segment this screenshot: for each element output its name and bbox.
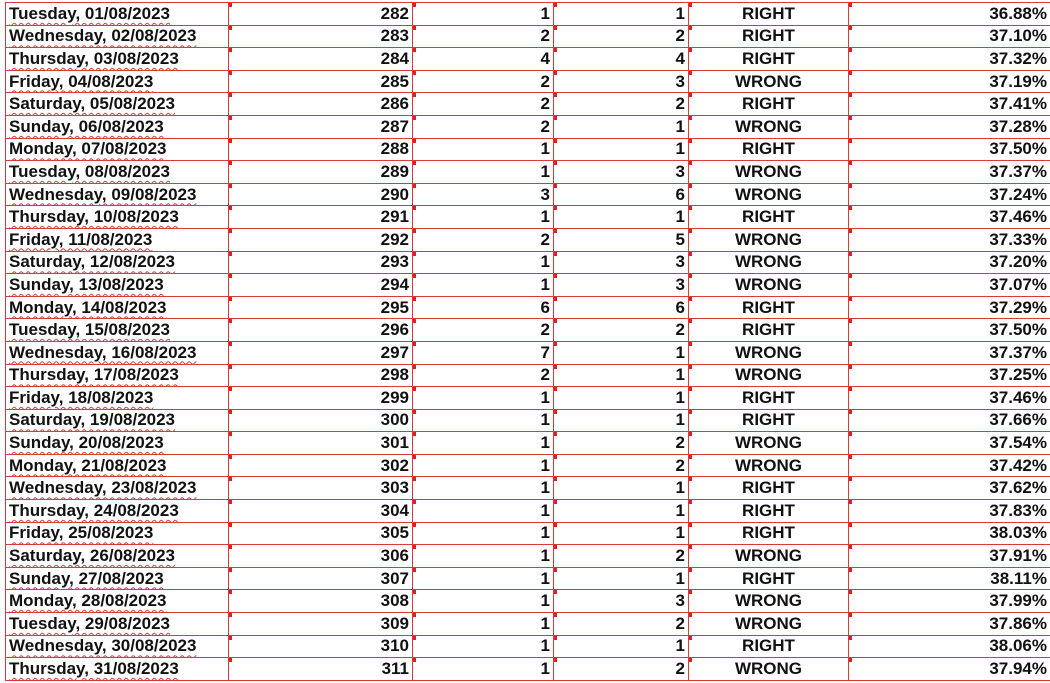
result-cell[interactable]: WRONG	[689, 228, 849, 251]
value-b-cell[interactable]: 1	[554, 500, 689, 523]
date-cell[interactable]	[6, 432, 229, 455]
date-cell[interactable]	[6, 48, 229, 71]
draw-number-cell[interactable]: 291	[229, 206, 413, 229]
value-b-cell[interactable]: 1	[554, 387, 689, 410]
value-b-cell[interactable]: 2	[554, 319, 689, 342]
percentage-cell[interactable]: 38.03%	[849, 522, 1050, 545]
value-b-cell[interactable]: 3	[554, 590, 689, 613]
value-b-cell[interactable]: 2	[554, 545, 689, 568]
draw-number-cell[interactable]: 310	[229, 635, 413, 658]
table-row	[6, 25, 1050, 48]
date-text: Tuesday, 29/08/2023	[9, 613, 170, 633]
date-cell[interactable]	[6, 590, 229, 613]
table-row	[6, 432, 1050, 455]
value-b-cell[interactable]: 1	[554, 409, 689, 432]
value-a-cell[interactable]: 1	[413, 590, 554, 613]
value-b-cell[interactable]: 1	[554, 206, 689, 229]
result-cell[interactable]: WRONG	[689, 364, 849, 387]
result-cell[interactable]: WRONG	[689, 613, 849, 636]
date-text: Wednesday, 09/08/2023	[9, 184, 197, 204]
table-row	[6, 274, 1050, 297]
percentage-cell[interactable]: 37.10%	[849, 25, 1050, 48]
value-b-cell[interactable]: 6	[554, 183, 689, 206]
percentage-cell[interactable]: 37.42%	[849, 454, 1050, 477]
date-cell[interactable]	[6, 115, 229, 138]
table-row	[6, 138, 1050, 161]
date-text: Wednesday, 23/08/2023	[9, 478, 197, 498]
percentage-cell[interactable]: 37.25%	[849, 364, 1050, 387]
result-cell[interactable]: WRONG	[689, 454, 849, 477]
result-cell[interactable]: RIGHT	[689, 319, 849, 342]
draw-number-cell[interactable]: 302	[229, 454, 413, 477]
percentage-cell[interactable]: 37.37%	[849, 341, 1050, 364]
value-b-cell[interactable]: 1	[554, 115, 689, 138]
table-row	[6, 545, 1050, 568]
draw-number-cell[interactable]: 282	[229, 3, 413, 26]
date-text: Wednesday, 30/08/2023	[9, 636, 197, 656]
date-text: Sunday, 27/08/2023	[9, 568, 164, 588]
percentage-cell[interactable]: 37.86%	[849, 613, 1050, 636]
result-cell[interactable]: RIGHT	[689, 206, 849, 229]
table-row	[6, 522, 1050, 545]
table-row	[6, 228, 1050, 251]
percentage-cell[interactable]: 36.88%	[849, 3, 1050, 26]
value-a-cell[interactable]: 6	[413, 296, 554, 319]
draw-number-cell[interactable]: 289	[229, 161, 413, 184]
table-row	[6, 590, 1050, 613]
table-row	[6, 183, 1050, 206]
draw-number-cell[interactable]: 290	[229, 183, 413, 206]
table-row	[6, 319, 1050, 342]
date-cell[interactable]	[6, 161, 229, 184]
result-cell[interactable]: RIGHT	[689, 138, 849, 161]
table-row	[6, 48, 1050, 71]
value-a-cell[interactable]: 1	[413, 138, 554, 161]
date-text: Wednesday, 16/08/2023	[9, 342, 197, 362]
date-cell[interactable]	[6, 545, 229, 568]
result-cell[interactable]: RIGHT	[689, 635, 849, 658]
draw-number-cell[interactable]: 295	[229, 296, 413, 319]
date-cell[interactable]	[6, 522, 229, 545]
percentage-cell[interactable]: 37.33%	[849, 228, 1050, 251]
value-b-cell[interactable]: 3	[554, 161, 689, 184]
value-a-cell[interactable]: 3	[413, 183, 554, 206]
date-text: Sunday, 13/08/2023	[9, 274, 164, 294]
result-cell[interactable]: RIGHT	[689, 477, 849, 500]
date-text: Thursday, 10/08/2023	[9, 207, 179, 227]
value-a-cell[interactable]: 1	[413, 477, 554, 500]
date-cell[interactable]	[6, 206, 229, 229]
result-cell[interactable]: WRONG	[689, 183, 849, 206]
date-text: Monday, 07/08/2023	[9, 139, 167, 159]
value-a-cell[interactable]: 1	[413, 567, 554, 590]
draw-number-cell[interactable]: 309	[229, 613, 413, 636]
result-cell[interactable]: RIGHT	[689, 409, 849, 432]
percentage-cell[interactable]: 37.50%	[849, 319, 1050, 342]
draw-number-cell[interactable]: 298	[229, 364, 413, 387]
result-cell[interactable]: RIGHT	[689, 48, 849, 71]
result-cell[interactable]: RIGHT	[689, 296, 849, 319]
result-cell[interactable]: RIGHT	[689, 93, 849, 116]
value-b-cell[interactable]: 1	[554, 341, 689, 364]
date-text: Thursday, 24/08/2023	[9, 500, 179, 520]
table-row	[6, 364, 1050, 387]
value-a-cell[interactable]: 2	[413, 70, 554, 93]
date-text: Friday, 04/08/2023	[9, 71, 154, 91]
value-a-cell[interactable]: 7	[413, 341, 554, 364]
draw-number-cell[interactable]: 301	[229, 432, 413, 455]
date-text: Sunday, 06/08/2023	[9, 116, 164, 136]
table-row	[6, 341, 1050, 364]
percentage-cell[interactable]: 37.20%	[849, 251, 1050, 274]
value-a-cell[interactable]: 2	[413, 25, 554, 48]
table-row	[6, 93, 1050, 116]
spreadsheet-grid	[5, 2, 1050, 681]
result-cell[interactable]: RIGHT	[689, 387, 849, 410]
percentage-cell[interactable]: 37.91%	[849, 545, 1050, 568]
date-text: Wednesday, 02/08/2023	[9, 26, 197, 46]
percentage-cell[interactable]: 37.37%	[849, 161, 1050, 184]
draw-number-cell[interactable]: 284	[229, 48, 413, 71]
value-a-cell[interactable]: 1	[413, 387, 554, 410]
draw-number-cell[interactable]: 296	[229, 319, 413, 342]
result-cell[interactable]: RIGHT	[689, 522, 849, 545]
value-a-cell[interactable]: 1	[413, 432, 554, 455]
percentage-cell[interactable]: 38.06%	[849, 635, 1050, 658]
result-cell[interactable]: WRONG	[689, 590, 849, 613]
table-row	[6, 454, 1050, 477]
table-row	[6, 115, 1050, 138]
table-row	[6, 567, 1050, 590]
date-cell[interactable]	[6, 613, 229, 636]
date-cell[interactable]	[6, 274, 229, 297]
value-a-cell[interactable]: 2	[413, 115, 554, 138]
draw-number-cell[interactable]: 303	[229, 477, 413, 500]
value-b-cell[interactable]: 2	[554, 454, 689, 477]
date-text: Thursday, 31/08/2023	[9, 659, 179, 679]
draw-number-cell[interactable]: 305	[229, 522, 413, 545]
date-text: Monday, 28/08/2023	[9, 591, 167, 611]
date-cell[interactable]	[6, 387, 229, 410]
table-row	[6, 635, 1050, 658]
result-cell[interactable]: WRONG	[689, 161, 849, 184]
value-b-cell[interactable]: 2	[554, 432, 689, 455]
value-b-cell[interactable]: 1	[554, 567, 689, 590]
date-text: Tuesday, 08/08/2023	[9, 161, 170, 181]
date-cell[interactable]	[6, 138, 229, 161]
date-cell[interactable]	[6, 93, 229, 116]
percentage-cell[interactable]: 37.83%	[849, 500, 1050, 523]
table-row	[6, 296, 1050, 319]
date-cell[interactable]	[6, 364, 229, 387]
date-cell[interactable]	[6, 635, 229, 658]
value-b-cell[interactable]: 1	[554, 138, 689, 161]
draw-number-cell[interactable]: 299	[229, 387, 413, 410]
value-b-cell[interactable]: 3	[554, 274, 689, 297]
value-a-cell[interactable]: 1	[413, 522, 554, 545]
result-cell[interactable]: WRONG	[689, 341, 849, 364]
value-a-cell[interactable]: 2	[413, 364, 554, 387]
draw-number-cell[interactable]: 308	[229, 590, 413, 613]
date-text: Thursday, 17/08/2023	[9, 365, 179, 385]
date-cell[interactable]	[6, 658, 229, 681]
date-text: Saturday, 26/08/2023	[9, 546, 176, 566]
date-cell[interactable]	[6, 500, 229, 523]
value-b-cell[interactable]: 4	[554, 48, 689, 71]
result-cell[interactable]: RIGHT	[689, 25, 849, 48]
value-a-cell[interactable]: 1	[413, 409, 554, 432]
draw-number-cell[interactable]: 283	[229, 25, 413, 48]
result-cell[interactable]: WRONG	[689, 545, 849, 568]
table-row	[6, 161, 1050, 184]
value-a-cell[interactable]: 4	[413, 48, 554, 71]
value-b-cell[interactable]: 1	[554, 522, 689, 545]
date-cell[interactable]	[6, 25, 229, 48]
result-cell[interactable]: WRONG	[689, 274, 849, 297]
date-text: Tuesday, 15/08/2023	[9, 320, 170, 340]
value-b-cell[interactable]: 2	[554, 25, 689, 48]
draw-number-cell[interactable]: 288	[229, 138, 413, 161]
percentage-cell[interactable]: 37.62%	[849, 477, 1050, 500]
table-row	[6, 613, 1050, 636]
draw-number-cell[interactable]: 311	[229, 658, 413, 681]
date-cell[interactable]	[6, 319, 229, 342]
draw-number-cell[interactable]: 294	[229, 274, 413, 297]
table-row	[6, 251, 1050, 274]
value-b-cell[interactable]: 5	[554, 228, 689, 251]
value-a-cell[interactable]: 1	[413, 635, 554, 658]
date-cell[interactable]	[6, 477, 229, 500]
percentage-cell[interactable]: 37.41%	[849, 93, 1050, 116]
percentage-cell[interactable]: 37.07%	[849, 274, 1050, 297]
value-a-cell[interactable]: 2	[413, 93, 554, 116]
percentage-cell[interactable]: 37.99%	[849, 590, 1050, 613]
date-text: Saturday, 19/08/2023	[9, 410, 176, 430]
percentage-cell[interactable]: 37.46%	[849, 206, 1050, 229]
table-row	[6, 3, 1050, 26]
result-cell[interactable]: WRONG	[689, 658, 849, 681]
value-a-cell[interactable]: 1	[413, 454, 554, 477]
value-a-cell[interactable]: 1	[413, 274, 554, 297]
value-a-cell[interactable]: 1	[413, 658, 554, 681]
date-cell[interactable]	[6, 251, 229, 274]
draw-number-cell[interactable]: 293	[229, 251, 413, 274]
table-row	[6, 477, 1050, 500]
value-b-cell[interactable]: 6	[554, 296, 689, 319]
value-b-cell[interactable]: 1	[554, 3, 689, 26]
table-row	[6, 409, 1050, 432]
draw-number-cell[interactable]: 287	[229, 115, 413, 138]
draw-number-cell[interactable]: 300	[229, 409, 413, 432]
value-a-cell[interactable]: 1	[413, 500, 554, 523]
percentage-cell[interactable]: 37.29%	[849, 296, 1050, 319]
value-b-cell[interactable]: 2	[554, 613, 689, 636]
date-text: Saturday, 05/08/2023	[9, 94, 176, 114]
percentage-cell[interactable]: 37.24%	[849, 183, 1050, 206]
date-cell[interactable]	[6, 454, 229, 477]
result-cell[interactable]: WRONG	[689, 70, 849, 93]
result-cell[interactable]: RIGHT	[689, 567, 849, 590]
date-cell[interactable]	[6, 70, 229, 93]
date-cell[interactable]	[6, 183, 229, 206]
value-a-cell[interactable]: 1	[413, 613, 554, 636]
table-row	[6, 206, 1050, 229]
result-cell[interactable]: RIGHT	[689, 3, 849, 26]
value-a-cell[interactable]: 1	[413, 545, 554, 568]
date-cell[interactable]	[6, 341, 229, 364]
table-row	[6, 500, 1050, 523]
value-b-cell[interactable]: 1	[554, 477, 689, 500]
value-b-cell[interactable]: 1	[554, 364, 689, 387]
value-b-cell[interactable]: 2	[554, 658, 689, 681]
result-cell[interactable]: WRONG	[689, 251, 849, 274]
value-b-cell[interactable]: 2	[554, 93, 689, 116]
percentage-cell[interactable]: 38.11%	[849, 567, 1050, 590]
date-text: Monday, 14/08/2023	[9, 297, 167, 317]
date-cell[interactable]	[6, 409, 229, 432]
result-cell[interactable]: RIGHT	[689, 500, 849, 523]
date-text: Friday, 25/08/2023	[9, 523, 154, 543]
date-cell[interactable]	[6, 296, 229, 319]
date-cell[interactable]	[6, 3, 229, 26]
percentage-cell[interactable]: 37.32%	[849, 48, 1050, 71]
value-a-cell[interactable]: 2	[413, 319, 554, 342]
percentage-cell[interactable]: 37.19%	[849, 70, 1050, 93]
percentage-cell[interactable]: 37.28%	[849, 115, 1050, 138]
date-text: Friday, 18/08/2023	[9, 387, 154, 407]
date-cell[interactable]	[6, 567, 229, 590]
date-text: Sunday, 20/08/2023	[9, 433, 164, 453]
value-a-cell[interactable]: 1	[413, 251, 554, 274]
date-cell[interactable]	[6, 228, 229, 251]
result-cell[interactable]: WRONG	[689, 432, 849, 455]
value-b-cell[interactable]: 3	[554, 251, 689, 274]
result-cell[interactable]: WRONG	[689, 115, 849, 138]
value-a-cell[interactable]: 2	[413, 228, 554, 251]
date-text: Saturday, 12/08/2023	[9, 252, 176, 272]
date-text: Monday, 21/08/2023	[9, 455, 167, 475]
table-row	[6, 70, 1050, 93]
draw-number-cell[interactable]: 297	[229, 341, 413, 364]
spreadsheet-body	[6, 3, 1050, 681]
percentage-cell[interactable]: 37.54%	[849, 432, 1050, 455]
percentage-cell[interactable]: 37.50%	[849, 138, 1050, 161]
table-row	[6, 658, 1050, 681]
draw-number-cell[interactable]: 307	[229, 567, 413, 590]
table-row	[6, 387, 1050, 410]
draw-number-cell[interactable]: 292	[229, 228, 413, 251]
draw-number-cell[interactable]: 306	[229, 545, 413, 568]
percentage-cell[interactable]: 37.94%	[849, 658, 1050, 681]
value-b-cell[interactable]: 3	[554, 70, 689, 93]
value-a-cell[interactable]: 1	[413, 161, 554, 184]
draw-number-cell[interactable]: 286	[229, 93, 413, 116]
percentage-cell[interactable]: 37.66%	[849, 409, 1050, 432]
value-a-cell[interactable]: 1	[413, 206, 554, 229]
date-text: Tuesday, 01/08/2023	[9, 3, 170, 23]
draw-number-cell[interactable]: 304	[229, 500, 413, 523]
date-text: Friday, 11/08/2023	[9, 229, 153, 249]
percentage-cell[interactable]: 37.46%	[849, 387, 1050, 410]
draw-number-cell[interactable]: 285	[229, 70, 413, 93]
value-a-cell[interactable]: 1	[413, 3, 554, 26]
date-text: Thursday, 03/08/2023	[9, 48, 179, 68]
value-b-cell[interactable]: 1	[554, 635, 689, 658]
